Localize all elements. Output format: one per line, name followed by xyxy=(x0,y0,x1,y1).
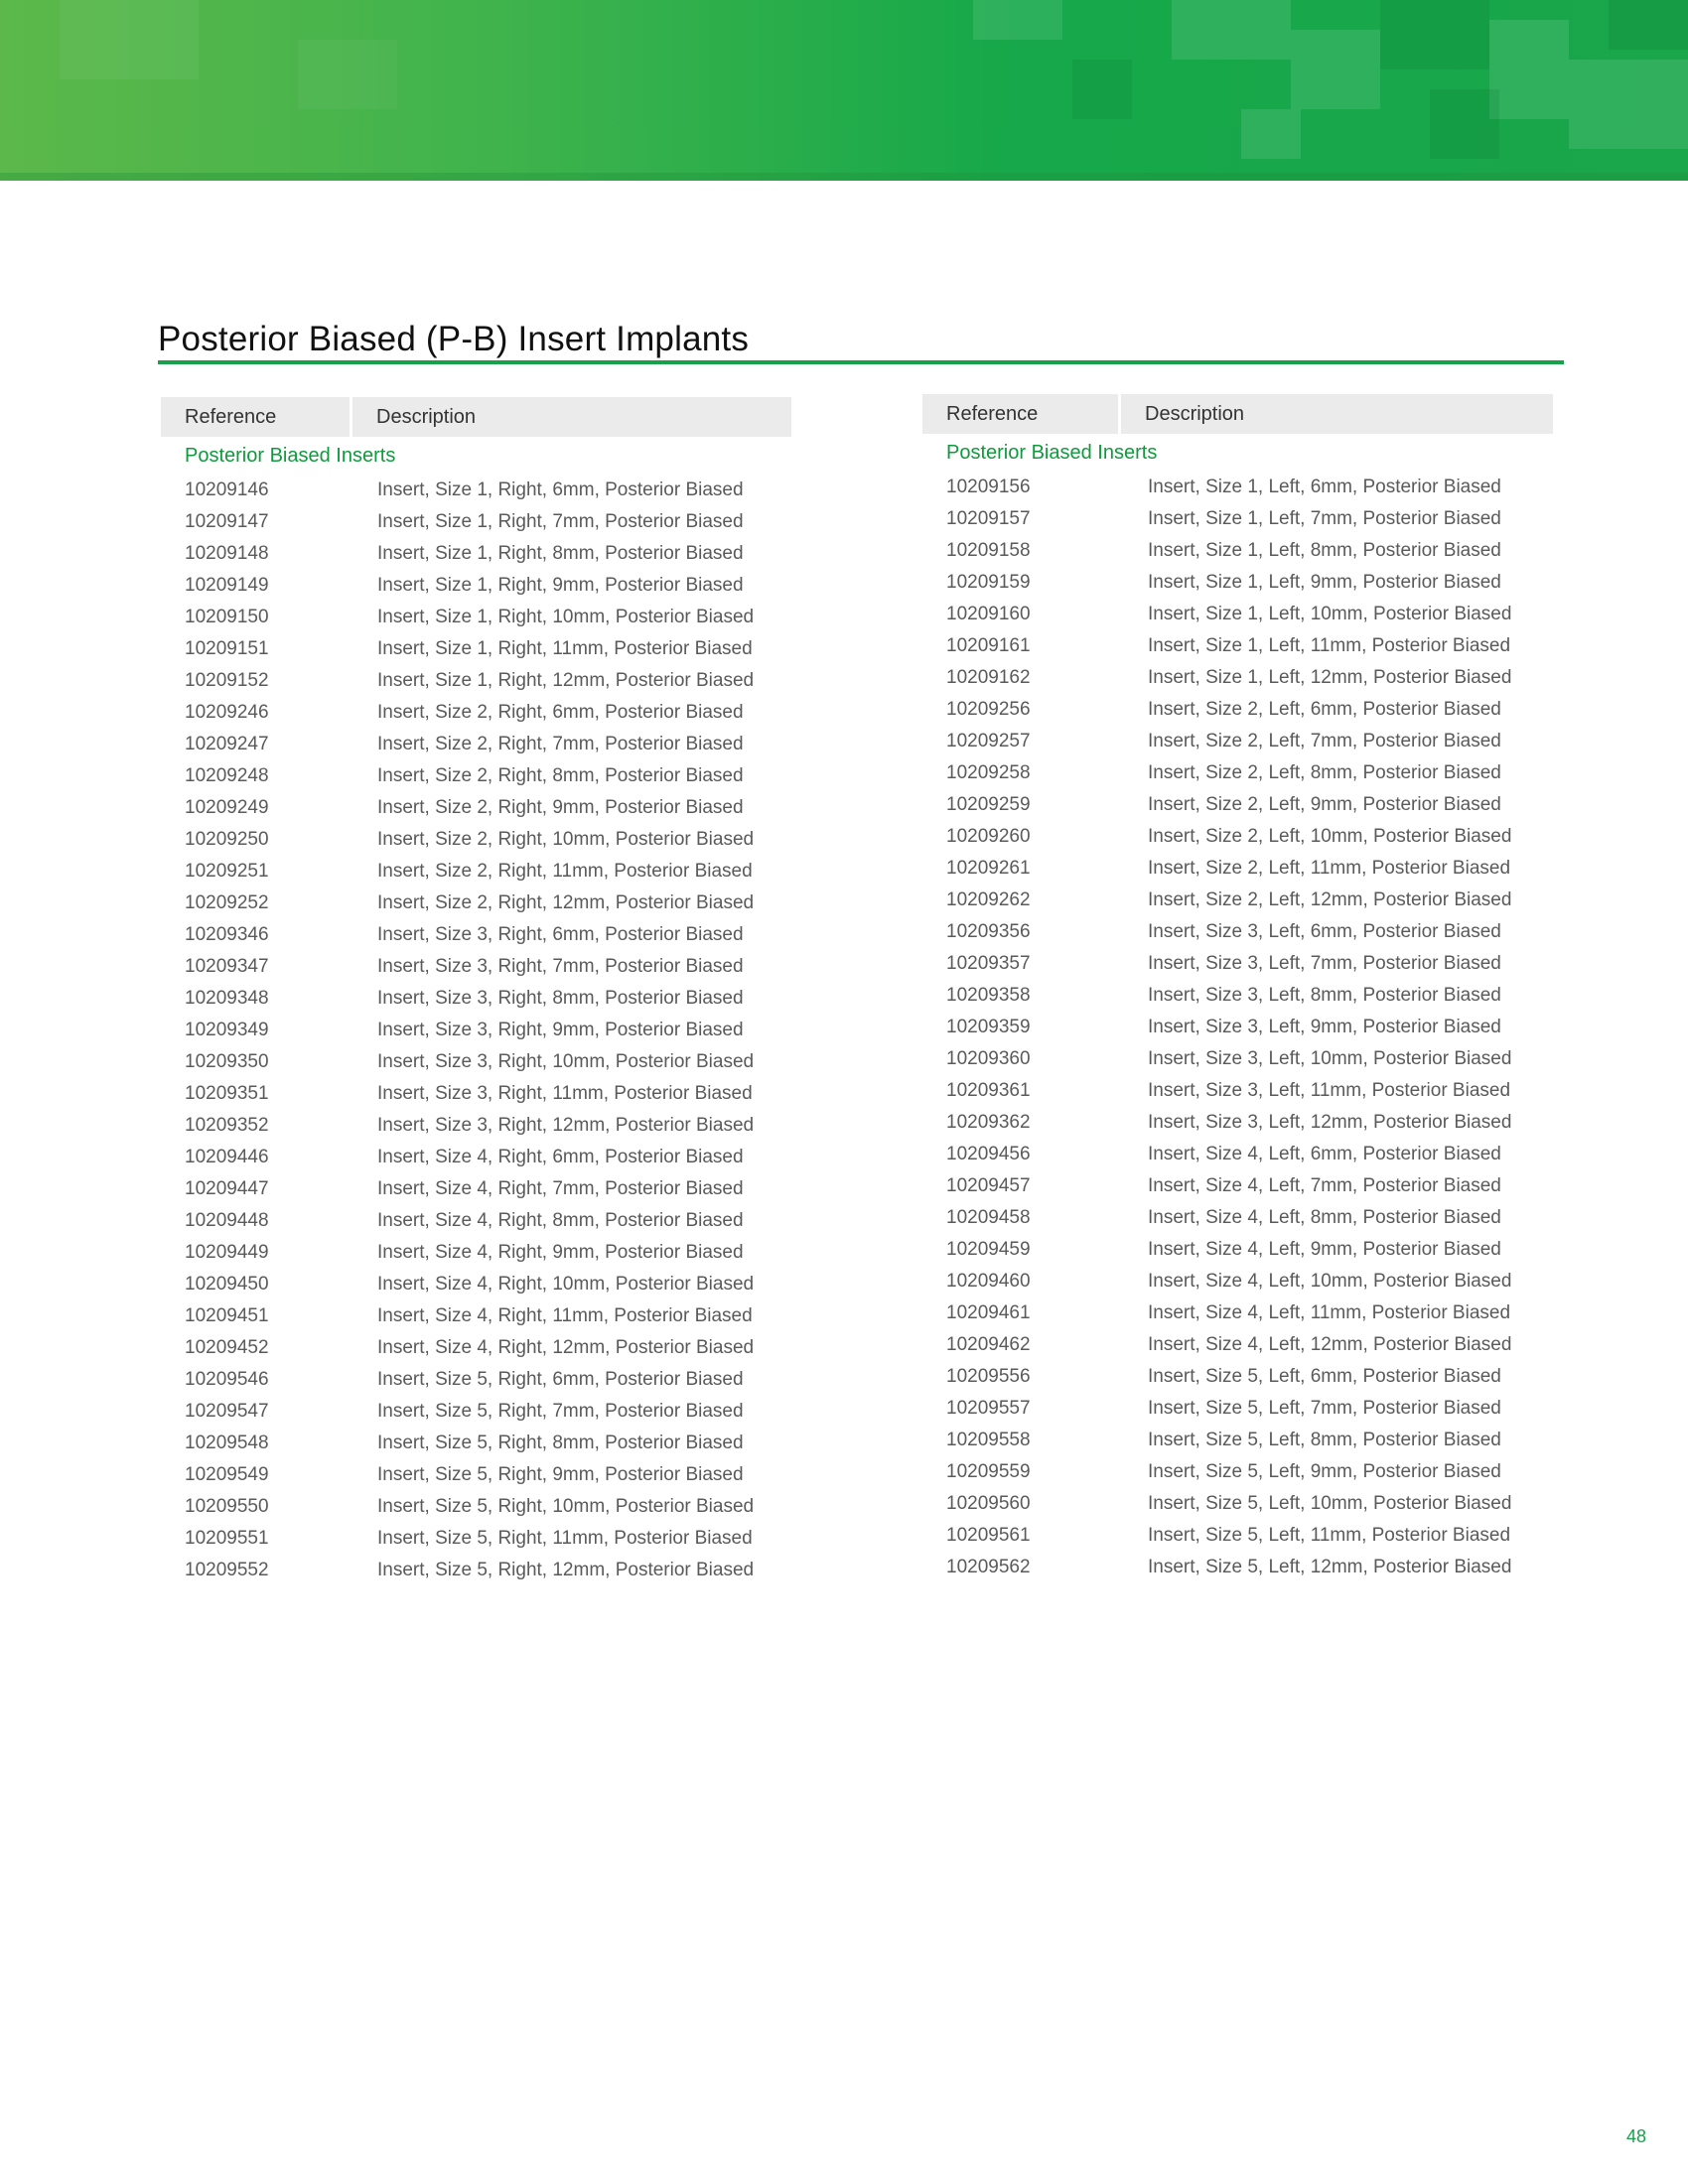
description-cell: Insert, Size 4, Right, 7mm, Posterior Biased xyxy=(377,1178,744,1199)
description-cell: Insert, Size 3, Right, 10mm, Posterior Biased xyxy=(377,1051,755,1072)
page-number: 48 xyxy=(1625,2126,1646,2146)
description-cell: Insert, Size 1, Right, 10mm, Posterior Biased xyxy=(377,607,755,627)
reference-cell: 10209356 xyxy=(946,921,1031,942)
reference-cell: 10209449 xyxy=(185,1242,269,1263)
description-cell: Insert, Size 5, Right, 9mm, Posterior Biased xyxy=(377,1464,744,1485)
header-banner xyxy=(0,0,1688,181)
description-cell: Insert, Size 3, Left, 11mm, Posterior Biased xyxy=(1148,1080,1511,1101)
reference-cell: 10209246 xyxy=(185,702,269,723)
reference-cell: 10209361 xyxy=(946,1080,1031,1101)
table-row xyxy=(161,1046,791,1078)
table-row xyxy=(161,1237,791,1269)
table-row xyxy=(161,1523,791,1555)
reference-cell: 10209359 xyxy=(946,1017,1031,1037)
title-rule xyxy=(158,360,1564,364)
description-cell: Insert, Size 2, Right, 10mm, Posterior Biased xyxy=(377,829,755,850)
reference-cell: 10209557 xyxy=(946,1398,1031,1419)
reference-cell: 10209151 xyxy=(185,638,269,659)
description-cell: Insert, Size 4, Right, 10mm, Posterior Biased xyxy=(377,1274,755,1295)
description-cell: Insert, Size 5, Right, 8mm, Posterior Biased xyxy=(377,1433,744,1453)
description-cell: Insert, Size 2, Left, 6mm, Posterior Biased xyxy=(1148,699,1501,720)
description-cell: Insert, Size 2, Right, 6mm, Posterior Biased xyxy=(377,702,744,723)
description-cell: Insert, Size 1, Right, 7mm, Posterior Biased xyxy=(377,511,744,532)
table-row xyxy=(161,475,791,506)
reference-cell: 10209257 xyxy=(946,731,1031,751)
description-cell: Insert, Size 2, Left, 11mm, Posterior Biased xyxy=(1148,858,1511,879)
table-row xyxy=(161,1173,791,1205)
table-row xyxy=(922,567,1553,599)
header-reference: Reference xyxy=(161,397,352,437)
table-row xyxy=(922,1266,1553,1297)
table-row xyxy=(922,916,1553,948)
table-row xyxy=(922,1329,1553,1361)
table-row xyxy=(922,1043,1553,1075)
description-cell: Insert, Size 3, Right, 11mm, Posterior Biased xyxy=(377,1083,753,1104)
table-row xyxy=(922,757,1553,789)
description-cell: Insert, Size 3, Left, 7mm, Posterior Biased xyxy=(1148,953,1501,974)
description-cell: Insert, Size 2, Left, 12mm, Posterior Biased xyxy=(1148,889,1512,910)
description-cell: Insert, Size 2, Left, 7mm, Posterior Biased xyxy=(1148,731,1501,751)
table-row xyxy=(922,1202,1553,1234)
table-row xyxy=(922,948,1553,980)
description-cell: Insert, Size 5, Right, 7mm, Posterior Biased xyxy=(377,1401,744,1422)
description-cell: Insert, Size 4, Left, 12mm, Posterior Biased xyxy=(1148,1334,1512,1355)
description-cell: Insert, Size 5, Right, 12mm, Posterior Biased xyxy=(377,1560,755,1580)
reference-cell: 10209148 xyxy=(185,543,269,564)
reference-cell: 10209261 xyxy=(946,858,1031,879)
table-row xyxy=(922,503,1553,535)
reference-cell: 10209259 xyxy=(946,794,1031,815)
reference-cell: 10209562 xyxy=(946,1557,1031,1577)
reference-cell: 10209156 xyxy=(946,477,1031,497)
table-row xyxy=(161,951,791,983)
table-row xyxy=(161,919,791,951)
table-row xyxy=(161,760,791,792)
table-row xyxy=(161,506,791,538)
description-cell: Insert, Size 4, Left, 9mm, Posterior Biased xyxy=(1148,1239,1501,1260)
table-row xyxy=(161,887,791,919)
description-cell: Insert, Size 3, Left, 10mm, Posterior Biased xyxy=(1148,1048,1512,1069)
description-cell: Insert, Size 5, Left, 11mm, Posterior Biased xyxy=(1148,1525,1511,1546)
table-row xyxy=(161,1300,791,1332)
header-reference: Reference xyxy=(922,394,1121,434)
reference-cell: 10209262 xyxy=(946,889,1031,910)
reference-cell: 10209560 xyxy=(946,1493,1031,1514)
table-row xyxy=(922,1075,1553,1107)
description-cell: Insert, Size 4, Left, 6mm, Posterior Biased xyxy=(1148,1144,1501,1164)
table-row xyxy=(161,1142,791,1173)
description-cell: Insert, Size 1, Right, 12mm, Posterior Biased xyxy=(377,670,755,691)
reference-cell: 10209559 xyxy=(946,1461,1031,1482)
description-cell: Insert, Size 5, Left, 6mm, Posterior Biased xyxy=(1148,1366,1501,1387)
reference-cell: 10209161 xyxy=(946,635,1031,656)
table-right xyxy=(922,394,1553,1583)
reference-cell: 10209448 xyxy=(185,1210,269,1231)
description-cell: Insert, Size 5, Right, 6mm, Posterior Biased xyxy=(377,1369,744,1390)
table-row xyxy=(161,697,791,729)
description-cell: Insert, Size 4, Left, 8mm, Posterior Biased xyxy=(1148,1207,1501,1228)
reference-cell: 10209159 xyxy=(946,572,1031,593)
description-cell: Insert, Size 3, Left, 9mm, Posterior Biased xyxy=(1148,1017,1501,1037)
reference-cell: 10209252 xyxy=(185,892,269,913)
description-cell: Insert, Size 4, Right, 8mm, Posterior Biased xyxy=(377,1210,744,1231)
reference-cell: 10209558 xyxy=(946,1430,1031,1450)
table-row xyxy=(922,1425,1553,1456)
table-row xyxy=(161,1015,791,1046)
table-row xyxy=(161,570,791,602)
reference-cell: 10209147 xyxy=(185,511,269,532)
description-cell: Insert, Size 5, Left, 12mm, Posterior Biased xyxy=(1148,1557,1512,1577)
description-cell: Insert, Size 2, Right, 7mm, Posterior Biased xyxy=(377,734,744,754)
table-row xyxy=(922,1393,1553,1425)
table-row xyxy=(922,1012,1553,1043)
reference-cell: 10209556 xyxy=(946,1366,1031,1387)
table-row xyxy=(161,1459,791,1491)
header-description: Description xyxy=(1145,403,1245,425)
description-cell: Insert, Size 2, Right, 12mm, Posterior Biased xyxy=(377,892,755,913)
description-cell: Insert, Size 2, Right, 11mm, Posterior Biased xyxy=(377,861,753,882)
table-row xyxy=(922,853,1553,885)
description-cell: Insert, Size 3, Right, 6mm, Posterior Biased xyxy=(377,924,744,945)
reference-cell: 10209160 xyxy=(946,604,1031,624)
description-cell: Insert, Size 4, Left, 10mm, Posterior Biased xyxy=(1148,1271,1512,1292)
reference-cell: 10209546 xyxy=(185,1369,269,1390)
table-row xyxy=(922,535,1553,567)
reference-cell: 10209552 xyxy=(185,1560,269,1580)
table-row xyxy=(922,980,1553,1012)
reference-cell: 10209457 xyxy=(946,1175,1031,1196)
reference-cell: 10209357 xyxy=(946,953,1031,974)
table-row xyxy=(922,821,1553,853)
description-cell: Insert, Size 2, Left, 8mm, Posterior Biased xyxy=(1148,762,1501,783)
description-cell: Insert, Size 1, Right, 8mm, Posterior Biased xyxy=(377,543,744,564)
description-cell: Insert, Size 1, Left, 10mm, Posterior Biased xyxy=(1148,604,1512,624)
table-row xyxy=(161,856,791,887)
description-cell: Insert, Size 1, Right, 6mm, Posterior Biased xyxy=(377,479,744,500)
reference-cell: 10209360 xyxy=(946,1048,1031,1069)
reference-cell: 10209347 xyxy=(185,956,269,977)
description-cell: Insert, Size 5, Left, 9mm, Posterior Biased xyxy=(1148,1461,1501,1482)
table-row xyxy=(161,792,791,824)
reference-cell: 10209348 xyxy=(185,988,269,1009)
reference-cell: 10209446 xyxy=(185,1147,269,1167)
table-row xyxy=(922,789,1553,821)
reference-cell: 10209152 xyxy=(185,670,269,691)
description-cell: Insert, Size 4, Left, 7mm, Posterior Biased xyxy=(1148,1175,1501,1196)
description-cell: Insert, Size 3, Left, 12mm, Posterior Biased xyxy=(1148,1112,1512,1133)
table-row xyxy=(922,1107,1553,1139)
description-cell: Insert, Size 2, Right, 8mm, Posterior Biased xyxy=(377,765,744,786)
table-left xyxy=(161,397,791,1586)
description-cell: Insert, Size 2, Right, 9mm, Posterior Biased xyxy=(377,797,744,818)
description-cell: Insert, Size 1, Left, 8mm, Posterior Biased xyxy=(1148,540,1501,561)
reference-cell: 10209456 xyxy=(946,1144,1031,1164)
reference-cell: 10209458 xyxy=(946,1207,1031,1228)
description-cell: Insert, Size 5, Left, 10mm, Posterior Biased xyxy=(1148,1493,1512,1514)
table-row xyxy=(922,1234,1553,1266)
table-row xyxy=(922,1488,1553,1520)
reference-cell: 10209162 xyxy=(946,667,1031,688)
table-row xyxy=(161,1396,791,1428)
table-body xyxy=(161,475,791,1586)
reference-cell: 10209461 xyxy=(946,1302,1031,1323)
table-row xyxy=(161,1269,791,1300)
table-row xyxy=(161,983,791,1015)
reference-cell: 10209362 xyxy=(946,1112,1031,1133)
reference-cell: 10209349 xyxy=(185,1020,269,1040)
description-cell: Insert, Size 3, Right, 7mm, Posterior Biased xyxy=(377,956,744,977)
description-cell: Insert, Size 4, Right, 11mm, Posterior Biased xyxy=(377,1305,753,1326)
reference-cell: 10209149 xyxy=(185,575,269,596)
reference-cell: 10209561 xyxy=(946,1525,1031,1546)
reference-cell: 10209547 xyxy=(185,1401,269,1422)
reference-cell: 10209462 xyxy=(946,1334,1031,1355)
reference-cell: 10209352 xyxy=(185,1115,269,1136)
description-cell: Insert, Size 3, Left, 6mm, Posterior Biased xyxy=(1148,921,1501,942)
table-row xyxy=(922,472,1553,503)
table-row xyxy=(922,885,1553,916)
table-row xyxy=(922,662,1553,694)
reference-cell: 10209350 xyxy=(185,1051,269,1072)
reference-cell: 10209248 xyxy=(185,765,269,786)
description-cell: Insert, Size 1, Left, 12mm, Posterior Biased xyxy=(1148,667,1512,688)
table-row xyxy=(161,602,791,633)
description-cell: Insert, Size 1, Right, 9mm, Posterior Biased xyxy=(377,575,744,596)
reference-cell: 10209351 xyxy=(185,1083,269,1104)
table-row xyxy=(922,1170,1553,1202)
description-cell: Insert, Size 3, Right, 9mm, Posterior Biased xyxy=(377,1020,744,1040)
table-row xyxy=(161,824,791,856)
table-row xyxy=(161,1491,791,1523)
reference-cell: 10209447 xyxy=(185,1178,269,1199)
reference-cell: 10209247 xyxy=(185,734,269,754)
table-row xyxy=(161,538,791,570)
table-header xyxy=(161,397,791,437)
table-row xyxy=(922,694,1553,726)
description-cell: Insert, Size 1, Left, 9mm, Posterior Biased xyxy=(1148,572,1501,593)
table-row xyxy=(922,1552,1553,1583)
table-row xyxy=(922,599,1553,630)
description-cell: Insert, Size 2, Left, 9mm, Posterior Biased xyxy=(1148,794,1501,815)
reference-cell: 10209460 xyxy=(946,1271,1031,1292)
table-row xyxy=(922,1297,1553,1329)
table-row xyxy=(922,1139,1553,1170)
description-cell: Insert, Size 4, Right, 6mm, Posterior Biased xyxy=(377,1147,744,1167)
table-row xyxy=(161,1428,791,1459)
reference-cell: 10209548 xyxy=(185,1433,269,1453)
description-cell: Insert, Size 4, Right, 12mm, Posterior Biased xyxy=(377,1337,755,1358)
description-cell: Insert, Size 1, Left, 7mm, Posterior Biased xyxy=(1148,508,1501,529)
table-row xyxy=(161,729,791,760)
page-title: Posterior Biased (P-B) Insert Implants xyxy=(158,320,750,358)
description-cell: Insert, Size 2, Left, 10mm, Posterior Biased xyxy=(1148,826,1512,847)
reference-cell: 10209158 xyxy=(946,540,1031,561)
table-row xyxy=(161,1078,791,1110)
reference-cell: 10209550 xyxy=(185,1496,269,1517)
reference-cell: 10209452 xyxy=(185,1337,269,1358)
table-row xyxy=(161,633,791,665)
reference-cell: 10209549 xyxy=(185,1464,269,1485)
reference-cell: 10209450 xyxy=(185,1274,269,1295)
table-row xyxy=(922,726,1553,757)
description-cell: Insert, Size 1, Left, 6mm, Posterior Biased xyxy=(1148,477,1501,497)
reference-cell: 10209260 xyxy=(946,826,1031,847)
reference-cell: 10209146 xyxy=(185,479,269,500)
table-row xyxy=(161,1332,791,1364)
table-row xyxy=(161,1364,791,1396)
table-body xyxy=(922,472,1553,1583)
table-row xyxy=(161,1205,791,1237)
reference-cell: 10209346 xyxy=(185,924,269,945)
description-cell: Insert, Size 3, Left, 8mm, Posterior Biased xyxy=(1148,985,1501,1006)
reference-cell: 10209249 xyxy=(185,797,269,818)
description-cell: Insert, Size 5, Left, 8mm, Posterior Biased xyxy=(1148,1430,1501,1450)
description-cell: Insert, Size 5, Left, 7mm, Posterior Biased xyxy=(1148,1398,1501,1419)
description-cell: Insert, Size 3, Right, 8mm, Posterior Biased xyxy=(377,988,744,1009)
reference-cell: 10209459 xyxy=(946,1239,1031,1260)
section-title: Posterior Biased Inserts xyxy=(946,442,1158,464)
reference-cell: 10209358 xyxy=(946,985,1031,1006)
description-cell: Insert, Size 1, Left, 11mm, Posterior Biased xyxy=(1148,635,1511,656)
reference-cell: 10209157 xyxy=(946,508,1031,529)
table-row xyxy=(922,1520,1553,1552)
table-row xyxy=(161,1555,791,1586)
reference-cell: 10209551 xyxy=(185,1528,269,1549)
table-row xyxy=(922,630,1553,662)
reference-cell: 10209250 xyxy=(185,829,269,850)
description-cell: Insert, Size 5, Right, 10mm, Posterior Biased xyxy=(377,1496,755,1517)
header-description: Description xyxy=(376,406,477,428)
description-cell: Insert, Size 3, Right, 12mm, Posterior Biased xyxy=(377,1115,755,1136)
table-row xyxy=(922,1361,1553,1393)
table-row xyxy=(922,1456,1553,1488)
reference-cell: 10209251 xyxy=(185,861,269,882)
table-row xyxy=(161,665,791,697)
table-header xyxy=(922,394,1553,434)
reference-cell: 10209451 xyxy=(185,1305,269,1326)
description-cell: Insert, Size 4, Right, 9mm, Posterior Biased xyxy=(377,1242,744,1263)
description-cell: Insert, Size 4, Left, 11mm, Posterior Biased xyxy=(1148,1302,1511,1323)
reference-cell: 10209150 xyxy=(185,607,269,627)
description-cell: Insert, Size 5, Right, 11mm, Posterior Biased xyxy=(377,1528,753,1549)
table-row xyxy=(161,1110,791,1142)
description-cell: Insert, Size 1, Right, 11mm, Posterior Biased xyxy=(377,638,753,659)
reference-cell: 10209256 xyxy=(946,699,1031,720)
section-title: Posterior Biased Inserts xyxy=(185,445,396,467)
reference-cell: 10209258 xyxy=(946,762,1031,783)
